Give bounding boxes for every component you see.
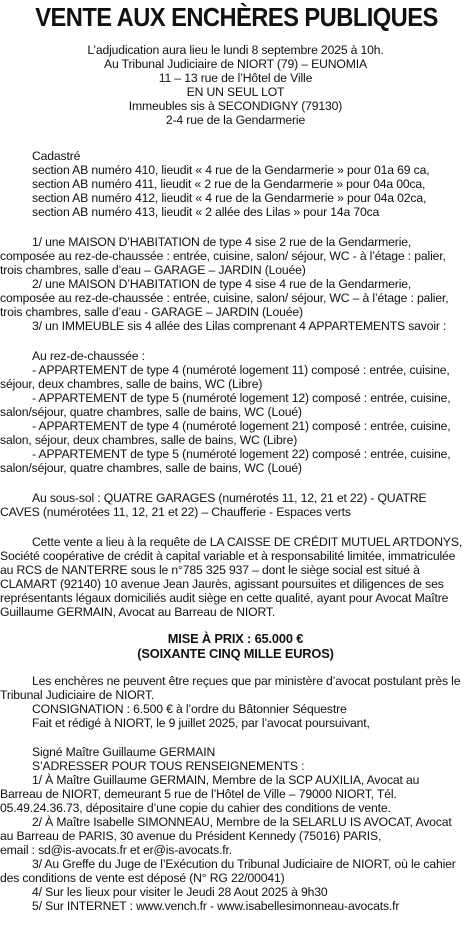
visit-info: 4/ Sur les lieux pour visiter le Jeudi 28 Aout 2025 à 9h30: [32, 885, 328, 899]
creditor-line: au RCS de NANTERRE sous le n°785 325 937 – dont le siège social est situé à: [0, 563, 420, 577]
cadastre-line: section AB numéro 412, lieudit « 4 rue de la Gendarmerie » pour 04a 02ca,: [32, 191, 427, 205]
cadastre-line: section AB numéro 413, lieudit « 2 allée des Lilas » pour 14a 70ca: [32, 205, 380, 219]
apartment-line: - APPARTEMENT de type 4 (numéroté logement 21) composé : entrée, cuisine,: [32, 419, 451, 433]
court-address: 11 – 13 rue de l’Hôtel de Ville: [158, 71, 313, 85]
creditor-line: représentants légaux domiciliés audit siège en cette qualité, ayant pour Avocat Maître: [0, 591, 449, 605]
lot-description: 3/ un IMMEUBLE sis 4 allée des Lilas comprenant 4 APPARTEMENTS savoir :: [32, 319, 447, 333]
contact-line: 1/ À Maître Guillaume GERMAIN, Membre de la SCP AUXILIA, Avocat au: [32, 773, 420, 787]
creditor-line: Société coopérative de crédit à capital variable et à responsabilité limitée, immatriculée: [0, 549, 456, 563]
contact-line: au Barreau de PARIS, 30 avenue du Président Kennedy (75016) PARIS,: [0, 829, 382, 843]
apartment-line: - APPARTEMENT de type 5 (numéroté logement 22) composé : entrée, cuisine,: [32, 447, 451, 461]
cadastre-line: section AB numéro 410, lieudit « 4 rue de la Gendarmerie » pour 01a 69 ca,: [32, 163, 430, 177]
ground-floor-heading: Au rez-de-chaussée :: [32, 349, 145, 363]
apartment-line: salon/séjour, quatre chambres, salle de bains, WC (Loué): [0, 461, 302, 475]
lot-description: 1/ une MAISON D’HABITATION de type 4 sise 2 rue de la Gendarmerie,: [32, 235, 412, 249]
creditor-line: Guillaume GERMAIN, Avocat au Barreau de NIORT.: [0, 605, 276, 619]
website-links: 5/ Sur INTERNET : www.vench.fr - www.isabellesimonneau-avocats.fr: [32, 899, 400, 913]
consignation: CONSIGNATION : 6.500 € à l’ordre du Bâtonnier Séquestre: [32, 702, 347, 716]
starting-price-words: (SOIXANTE CINQ MILLE EUROS): [137, 646, 334, 661]
lot-description: 2/ une MAISON D’HABITATION de type 4 sise 4 rue de la Gendarmerie,: [32, 277, 412, 291]
basement-line: CAVES (numérotées 11, 12, 21 et 22) – Chaufferie - Espaces verts: [0, 505, 351, 519]
contact-line: 3/ Au Greffe du Juge de l’Exécution du Tribunal Judiciaire de NIORT, où le cahier: [32, 857, 456, 871]
apartment-line: salon, séjour, deux chambres, salle de bains, WC (Libre): [0, 433, 298, 447]
drafted-line: Fait et rédigé à NIORT, le 9 juillet 2025, par l’avocat poursuivant,: [32, 716, 370, 730]
contact-line: Barreau de NIORT, demeurant 5 rue de l’Hôtel de Ville – 79000 NIORT, Tél.: [0, 787, 397, 801]
lot-description: composée au rez-de-chaussée : entrée, cuisine, salon/ séjour, WC - à l’étage : palier,: [0, 249, 446, 263]
contact-line: 05.49.24.36.73, dépositaire d’une copie du cahier des conditions de vente.: [0, 801, 391, 815]
court-name: Au Tribunal Judiciaire de NIORT (79) – EUNOMIA: [104, 57, 367, 71]
lot-description: composée au rez-de-chaussée : entrée, cuisine, salon/ séjour, WC – à l’étage : palier,: [0, 291, 449, 305]
cadastre-line: section AB numéro 411, lieudit « 2 rue de la Gendarmerie » pour 04a 00ca,: [32, 177, 426, 191]
contact-email: email : sd@is-avocats.fr et er@is-avocats.fr.: [0, 843, 233, 857]
cadastre-heading: Cadastré: [32, 149, 81, 163]
signature: Signé Maître Guillaume GERMAIN: [32, 745, 216, 759]
contact-line: 2/ À Maître Isabelle SIMONNEAU, Membre de la SELARLU IS AVOCAT, Avocat: [32, 815, 452, 829]
basement-line: Au sous-sol : QUATRE GARAGES (numérotés 11, 12, 21 et 22) - QUATRE: [32, 491, 427, 505]
conditions-line: Tribunal Judiciaire de NIORT.: [0, 688, 155, 702]
property-location: Immeubles sis à SECONDIGNY (79130): [128, 99, 343, 113]
property-street: 2-4 rue de la Gendarmerie: [165, 113, 306, 127]
apartment-line: - APPARTEMENT de type 4 (numéroté logement 11) composé : entrée, cuisine,: [32, 363, 450, 377]
lot-description: trois chambres, salle d’eau - GARAGE – JARDIN (Louée): [0, 305, 303, 319]
conditions-line: Les enchères ne peuvent être reçues que par ministère d’avocat postulant près le: [32, 674, 461, 688]
apartment-line: salon/séjour, quatre chambres, salle de bains, WC (Loué): [0, 405, 302, 419]
apartment-line: séjour, deux chambres, salle de bains, WC (Libre): [0, 377, 263, 391]
info-heading: S’ADRESSER POUR TOUS RENSEIGNEMENTS :: [32, 759, 305, 773]
contact-line: des conditions de vente est déposé (N° RG 22/00041): [0, 871, 285, 885]
creditor-line: Cette vente a lieu à la requête de LA CAISSE DE CRÉDIT MUTUEL ARTDONYS,: [32, 535, 463, 549]
lot-description: trois chambres, salle d’eau – GARAGE – JARDIN (Louée): [0, 263, 306, 277]
notice-title: VENTE AUX ENCHÈRES PUBLIQUES: [35, 4, 438, 32]
creditor-line: CLAMART (92140) 10 avenue Jean Jaurès, agissant poursuites et diligences de ses: [0, 577, 444, 591]
auction-date: L’adjudication aura lieu le lundi 8 septembre 2025 à 10h.: [87, 43, 384, 57]
lot-mode: EN UN SEUL LOT: [186, 85, 285, 99]
apartment-line: - APPARTEMENT de type 5 (numéroté logement 12) composé : entrée, cuisine,: [32, 391, 451, 405]
starting-price: MISE À PRIX : 65.000 €: [167, 631, 304, 646]
